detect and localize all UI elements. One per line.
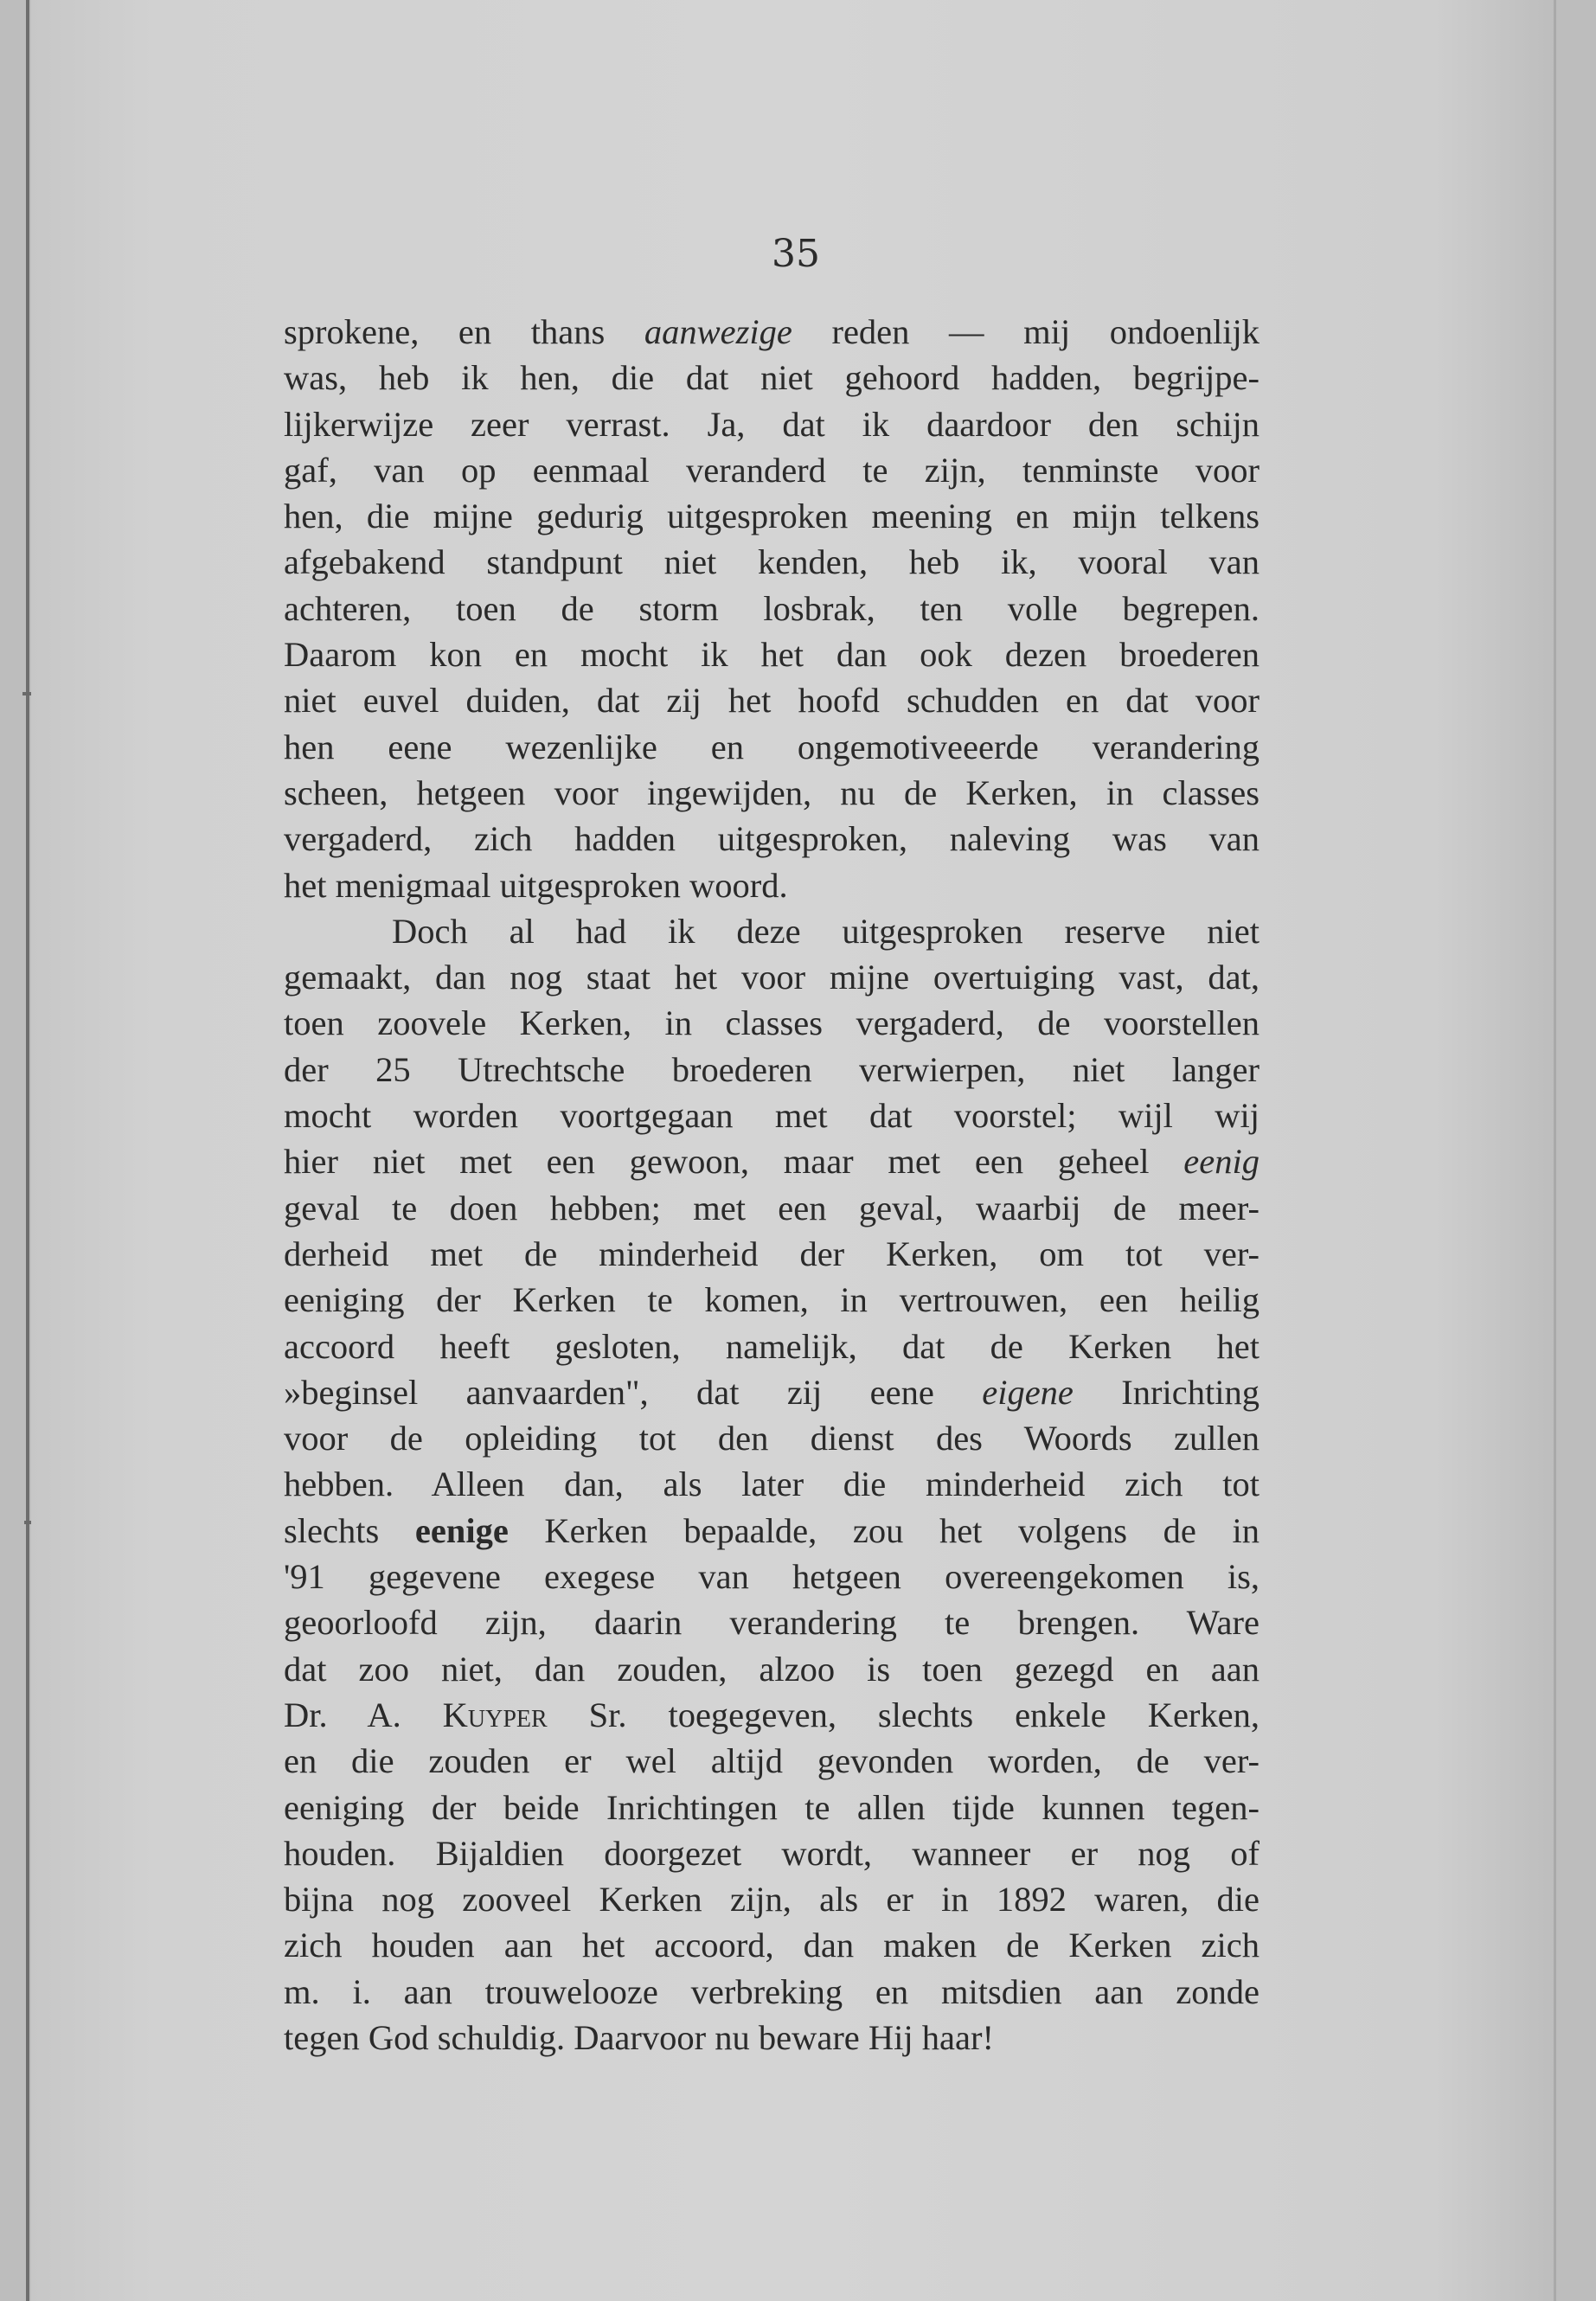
text-line: niet euvel duiden, dat zij het hoofd schudden en dat voor (284, 681, 1259, 721)
bold-word: eenige (414, 1510, 509, 1550)
text-line: zich houden aan het accoord, dan maken de Kerken zich (284, 1926, 1259, 1965)
margin-mark (24, 1521, 31, 1524)
text-line: der 25 Utrechtsche broederen verwierpen, niet langer (284, 1049, 1259, 1089)
text-line: vergaderd, zich hadden uitgesproken, naleving was van (284, 819, 1259, 859)
text-line: scheen, hetgeen voor ingewijden, nu de Kerken, in classes (284, 772, 1259, 812)
text-line: bijna nog zooveel Kerken zijn, als er in 1892 waren, die (284, 1880, 1259, 1920)
text-line: eeniging der beide Inrichtingen te allen tijde kunnen tegen- (284, 1787, 1259, 1827)
text-line: houden. Bijaldien doorgezet wordt, wanneer er nog of (284, 1833, 1259, 1873)
text-line: gaf, van op eenmaal veranderd te zijn, tenminste voor (284, 450, 1259, 490)
text-line: geoorloofd zijn, daarin verandering te brengen. Ware (284, 1603, 1259, 1643)
text-line: accoord heeft gesloten, namelijk, dat de Kerken het (284, 1326, 1259, 1366)
text-line: hen eene wezenlijke en ongemotiveeerde verandering (284, 727, 1259, 766)
text-line: m. i. aan trouwelooze verbreking en mitsdien aan zonde (284, 1971, 1259, 2011)
text-line: toen zoovele Kerken, in classes vergaderd, de voorstellen (284, 1003, 1259, 1043)
text-line: derheid met de minderheid der Kerken, om tot ver- (284, 1234, 1259, 1273)
text-line: sprokene, en thans aanwezige reden — mij ondoenlijk (284, 312, 1259, 351)
text-line: Daarom kon en mocht ik het dan ook dezen broederen (284, 635, 1259, 675)
margin-mark (22, 692, 31, 695)
italic-word: eigene (982, 1372, 1074, 1412)
text-line: voor de opleiding tot den dienst des Woords zullen (284, 1419, 1259, 1458)
text-line: »beginsel aanvaarden", dat zij eene eigene Inrichting (284, 1372, 1259, 1412)
page-left-edge (26, 0, 29, 2301)
body-text (284, 309, 1259, 2061)
italic-word: eenig (1183, 1142, 1259, 1182)
text-line: afgebakend standpunt niet kenden, heb ik, vooral van (284, 542, 1259, 582)
text-line: mocht worden voortgegaan met dat voorstel; wijl wij (284, 1096, 1259, 1136)
text-line: lijkerwijze zeer verrast. Ja, dat ik daardoor den schijn (284, 404, 1259, 444)
text-line: het menigmaal uitgesproken woord. (284, 865, 788, 905)
text-line: achteren, toen de storm losbrak, ten volle begrepen. (284, 588, 1259, 628)
small-caps-name: Kuyper (442, 1695, 548, 1734)
text-line: gemaakt, dan nog staat het voor mijne overtuiging vast, dat, (284, 958, 1259, 997)
text-line: '91 gegevene exegese van hetgeen overeengekomen is, (284, 1557, 1259, 1597)
text-line: en die zouden er wel altijd gevonden worden, de ver- (284, 1741, 1259, 1781)
text-line: Doch al had ik deze uitgesproken reserve niet (392, 911, 1259, 951)
text-line: geval te doen hebben; met een geval, waarbij de meer- (284, 1188, 1259, 1227)
text-line: hebben. Alleen dan, als later die minderheid zich tot (284, 1465, 1259, 1504)
text-line: Dr. A. Kuyper Sr. toegegeven, slechts enkele Kerken, (284, 1695, 1259, 1734)
text-line: hen, die mijne gedurig uitgesproken meening en mijn telkens (284, 497, 1259, 536)
italic-word: aanwezige (644, 312, 792, 351)
text-line: hier niet met een gewoon, maar met een geheel eenig (284, 1142, 1259, 1182)
text-line: dat zoo niet, dan zouden, alzoo is toen gezegd en aan (284, 1649, 1259, 1689)
page-number: 35 (772, 232, 820, 276)
text-line: eeniging der Kerken te komen, in vertrouwen, een heilig (284, 1280, 1259, 1320)
text-line: tegen God schuldig. Daarvoor nu beware Hij haar! (284, 2017, 994, 2057)
text-line: slechts eenige Kerken bepaalde, zou het volgens de in (284, 1510, 1259, 1550)
text-line: was, heb ik hen, die dat niet gehoord hadden, begrijpe- (284, 358, 1259, 398)
page-right-edge (1554, 0, 1556, 2301)
